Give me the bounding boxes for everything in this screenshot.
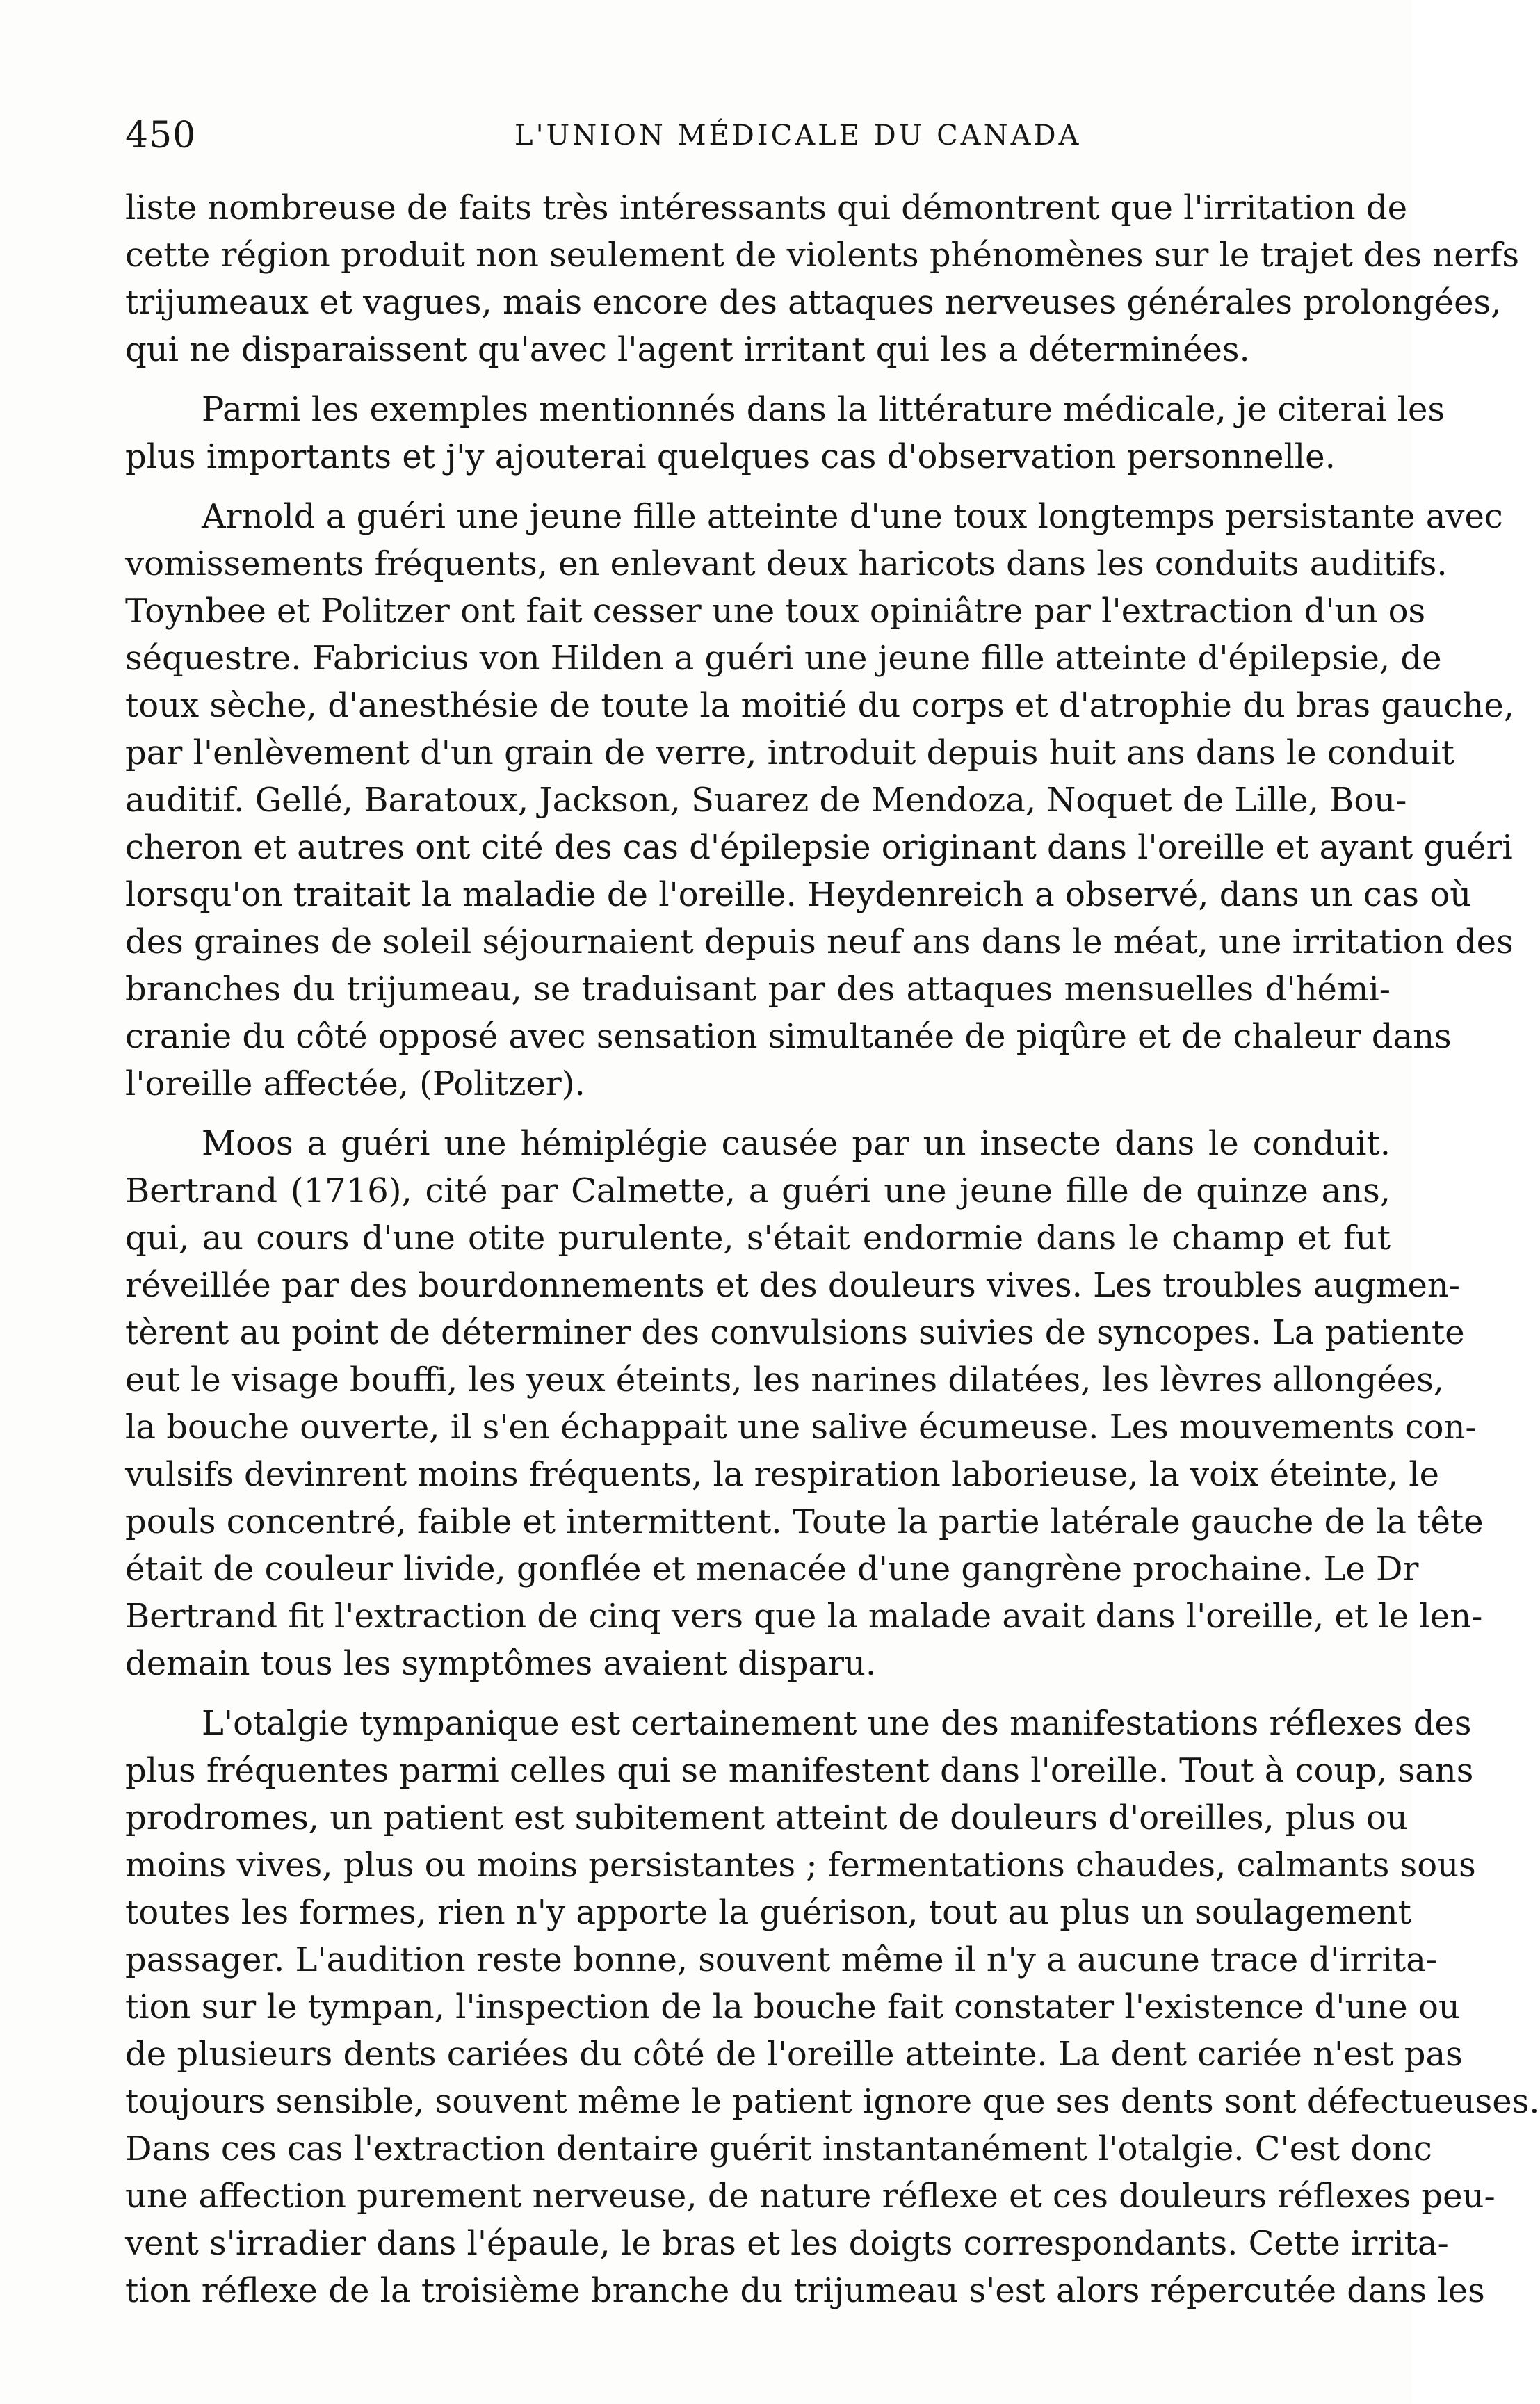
text-line: qui ne disparaissent qu'avec l'agent irritant qui les a déterminées. (125, 330, 1250, 369)
text-line: moins vives, plus ou moins persistantes ; fermentations chaudes, calmants sous (125, 1846, 1476, 1885)
text-line: vomissements fréquents, en enlevant deux haricots dans les conduits auditifs. (125, 544, 1448, 583)
text-line: séquestre. Fabricius von Hilden a guéri une jeune fille atteinte d'épilepsie, de (125, 639, 1442, 678)
text-line: tèrent au point de déterminer des convulsions suivies de syncopes. La patiente (125, 1313, 1465, 1352)
paragraph-4 (125, 1120, 1484, 1687)
text-line: toutes les formes, rien n'y apporte la guérison, tout au plus un soulagement (125, 1893, 1411, 1932)
text-line: cheron et autres ont cité des cas d'épilepsie originant dans l'oreille et ayant guéri (125, 828, 1513, 867)
body-text (125, 184, 1540, 2314)
text-line: réveillée par des bourdonnements et des douleurs vives. Les troubles augmen- (125, 1266, 1460, 1305)
text-line: demain tous les symptômes avaient disparu. (125, 1644, 877, 1683)
text-line: cranie du côté opposé avec sensation simultanée de piqûre et de chaleur dans (125, 1017, 1452, 1056)
page-number: 450 (125, 115, 197, 156)
text-line: branches du trijumeau, se traduisant par des attaques mensuelles d'hémi- (125, 970, 1391, 1009)
paragraph-3 (125, 493, 1514, 1107)
text-line: auditif. Gellé, Baratoux, Jackson, Suarez de Mendoza, Noquet de Lille, Bou- (125, 781, 1407, 820)
text-line: était de couleur livide, gonflée et menacée d'une gangrène prochaine. Le Dr (125, 1550, 1419, 1589)
text-line: Dans ces cas l'extraction dentaire guérit instantanément l'otalgie. C'est donc (125, 2129, 1432, 2168)
text-line: Parmi les exemples mentionnés dans la littérature médicale, je citerai les (202, 390, 1445, 429)
text-line: des graines de soleil séjournaient depuis neuf ans dans le méat, une irritation des (125, 923, 1514, 961)
text-line: L'otalgie tympanique est certainement une des manifestations réflexes des (202, 1704, 1472, 1743)
text-line: lorsqu'on traitait la maladie de l'oreille. Heydenreich a observé, dans un cas où (125, 875, 1472, 914)
paragraph-2 (125, 386, 1445, 480)
paragraph-1 (125, 184, 1519, 373)
text-line: vent s'irradier dans l'épaule, le bras et les doigts correspondants. Cette irrita- (125, 2224, 1449, 2263)
text-line: plus fréquentes parmi celles qui se manifestent dans l'oreille. Tout à coup, sans (125, 1751, 1474, 1790)
text-line: l'oreille affectée, (Politzer). (125, 1064, 585, 1103)
text-line: de plusieurs dents cariées du côté de l'oreille atteinte. La dent cariée n'est pas (125, 2035, 1463, 2074)
text-line: eut le visage bouffi, les yeux éteints, les narines dilatées, les lèvres allongées, (125, 1361, 1445, 1399)
text-line: prodromes, un patient est subitement atteint de douleurs d'oreilles, plus ou (125, 1798, 1408, 1837)
text-line: passager. L'audition reste bonne, souvent même il n'y a aucune trace d'irrita- (125, 1940, 1438, 1979)
text-line: plus importants et j'y ajouterai quelques cas d'observation personnelle. (125, 437, 1336, 476)
text-line: Toynbee et Politzer ont fait cesser une toux opiniâtre par l'extraction d'un os (125, 592, 1426, 631)
page-header (125, 104, 1391, 167)
text-line: toujours sensible, souvent même le patient ignore que ses dents sont défectueuses. (125, 2082, 1540, 2121)
text-line: toux sèche, d'anesthésie de toute la moitié du corps et d'atrophie du bras gauche, (125, 686, 1514, 725)
text-line: tion sur le tympan, l'inspection de la bouche fait constater l'existence d'une ou (125, 1988, 1460, 2027)
text-line: Bertrand fit l'extraction de cinq vers que la malade avait dans l'oreille, et le len- (125, 1597, 1483, 1636)
text-line: Moos a guéri une hémiplégie causée par un insecte dans le conduit. (202, 1124, 1391, 1163)
text-line: vulsifs devinrent moins fréquents, la respiration laborieuse, la voix éteinte, le (125, 1455, 1440, 1494)
running-title: L'UNION MÉDICALE DU CANADA (514, 120, 1082, 152)
text-line: liste nombreuse de faits très intéressants qui démontrent que l'irritation de (125, 188, 1408, 227)
text-line: pouls concentré, faible et intermittent. Toute la partie latérale gauche de la tête (125, 1502, 1484, 1541)
text-line: Bertrand (1716), cité par Calmette, a guéri une jeune fille de quinze ans, (125, 1171, 1391, 1210)
paragraph-5 (125, 1700, 1540, 2314)
text-line: par l'enlèvement d'un grain de verre, introduit depuis huit ans dans le conduit (125, 733, 1454, 772)
text-line: cette région produit non seulement de violents phénomènes sur le trajet des nerfs (125, 236, 1519, 275)
text-line: une affection purement nerveuse, de nature réflexe et ces douleurs réflexes peu- (125, 2177, 1496, 2216)
text-line: tion réflexe de la troisième branche du trijumeau s'est alors répercutée dans les (125, 2271, 1485, 2310)
text-line: trijumeaux et vagues, mais encore des attaques nerveuses générales prolongées, (125, 283, 1502, 322)
text-line: qui, au cours d'une otite purulente, s'était endormie dans le champ et fut (125, 1219, 1391, 1258)
text-line: Arnold a guéri une jeune fille atteinte d'une toux longtemps persistante avec (202, 497, 1503, 536)
text-line: la bouche ouverte, il s'en échappait une salive écumeuse. Les mouvements con- (125, 1408, 1477, 1447)
